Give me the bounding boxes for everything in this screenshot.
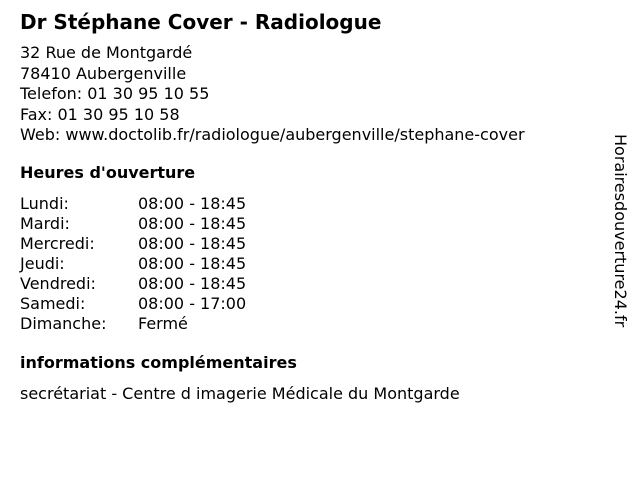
info-text: secrétariat - Centre d imagerie Médicale du Montgarde [20,384,460,403]
day-hours: 08:00 - 18:45 [138,234,247,253]
page-title: Dr Stéphane Cover - Radiologue [20,10,382,34]
day-hours: 08:00 - 18:45 [138,274,247,293]
hours-heading: Heures d'ouverture [20,163,196,182]
day-label: Mercredi: [20,234,95,253]
fax-line: Fax: 01 30 95 10 58 [20,104,180,124]
phone-line: Telefon: 01 30 95 10 55 [20,84,210,103]
day-label: Samedi: [20,294,86,313]
day-label: Mardi: [20,214,70,233]
info-heading: informations complémentaires [20,353,297,372]
day-hours: Fermé [138,314,188,333]
web-line: Web: www.doctolib.fr/radiologue/aubergenville/stephane-cover [20,125,525,144]
site-watermark: Horairesdouverture24.fr [611,134,630,328]
address-block [20,43,525,146]
day-label: Vendredi: [20,274,96,293]
day-label: Lundi: [20,194,69,213]
day-label: Dimanche: [20,314,107,333]
day-hours: 08:00 - 18:45 [138,254,247,273]
address-city: 78410 Aubergenville [20,63,187,83]
day-hours: 08:00 - 18:45 [138,214,247,233]
day-hours: 08:00 - 18:45 [138,194,247,213]
address-street: 32 Rue de Montgardé [20,43,193,62]
day-hours: 08:00 - 17:00 [138,294,247,313]
day-label: Jeudi: [20,254,65,273]
